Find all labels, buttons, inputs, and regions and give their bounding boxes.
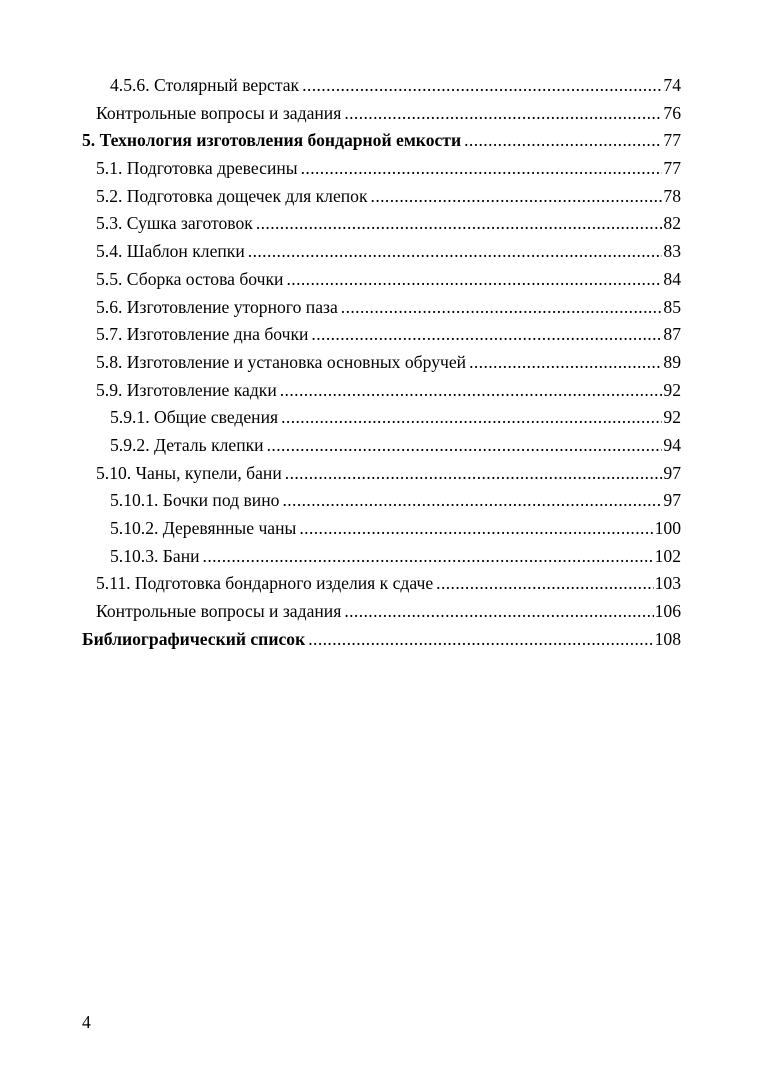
toc-dot-leader	[308, 626, 653, 654]
toc-dot-leader	[267, 432, 663, 460]
toc-entry-title: 5.3. Сушка заготовок	[96, 213, 253, 234]
toc-entry[interactable]	[82, 543, 681, 571]
toc-dot-leader	[311, 321, 662, 349]
toc-dot-leader	[341, 294, 663, 322]
toc-entry-title: 5.10.1. Бочки под вино	[110, 490, 280, 511]
toc-entry-page: 83	[663, 241, 681, 262]
toc-entry-title: Библиографический список	[82, 628, 306, 649]
toc-entry-title: 5.10. Чаны, купели, бани	[96, 462, 282, 483]
toc-entry[interactable]	[82, 294, 681, 322]
toc-entry[interactable]	[82, 155, 681, 183]
toc-entry-page: 108	[654, 628, 681, 649]
toc-entry[interactable]	[82, 183, 681, 211]
toc-entry-page: 78	[663, 185, 681, 206]
toc-entry[interactable]	[82, 626, 681, 654]
toc-dot-leader	[282, 487, 662, 515]
toc-dot-leader	[371, 183, 663, 211]
toc-entry-title: 5.1. Подготовка древесины	[96, 158, 298, 179]
table-of-contents	[82, 72, 681, 653]
toc-entry-title: 5.9.1. Общие сведения	[110, 407, 279, 428]
toc-entry[interactable]	[82, 321, 681, 349]
toc-entry-title: Контрольные вопросы и задания	[96, 102, 342, 123]
toc-entry-title: 5.10.2. Деревянные чаны	[110, 518, 297, 538]
toc-entry[interactable]	[82, 349, 681, 377]
toc-entry-page: 103	[654, 573, 681, 594]
page-number: 4	[82, 1012, 91, 1032]
toc-entry-page: 100	[654, 518, 681, 538]
toc-entry-page: 87	[663, 324, 681, 345]
toc-dot-leader	[248, 238, 663, 266]
toc-entry[interactable]	[82, 127, 681, 155]
toc-entry-page: 74	[663, 75, 681, 95]
toc-entry[interactable]	[82, 598, 681, 626]
toc-entry-page: 92	[663, 407, 681, 428]
toc-entry-title: 5. Технология изготовления бондарной емкости	[82, 130, 462, 151]
toc-entry-title: 5.4. Шаблон клепки	[96, 241, 245, 262]
toc-dot-leader	[281, 404, 662, 432]
toc-entry-title: 5.11. Подготовка бондарного изделия к сдаче	[96, 573, 434, 594]
toc-entry-page: 89	[663, 351, 681, 372]
toc-entry-title: 5.10.3. Бани	[110, 545, 200, 566]
toc-entry-title: 5.8. Изготовление и установка основных обручей	[96, 351, 467, 372]
toc-dot-leader	[469, 349, 662, 377]
toc-entry-title: 5.2. Подготовка дощечек для клепок	[96, 185, 368, 206]
toc-entry-page: 92	[663, 379, 681, 400]
toc-dot-leader	[203, 543, 654, 571]
toc-entry-page: 97	[663, 462, 681, 483]
toc-dot-leader	[299, 515, 653, 543]
toc-dot-leader	[286, 266, 662, 294]
toc-dot-leader	[285, 460, 663, 488]
toc-entry-title: 5.9.2. Деталь клепки	[110, 434, 264, 455]
toc-dot-leader	[436, 570, 653, 598]
toc-entry-title: Контрольные вопросы и задания	[96, 601, 342, 622]
toc-entry[interactable]	[82, 72, 681, 100]
toc-entry-page: 94	[663, 434, 681, 455]
toc-entry[interactable]	[82, 210, 681, 238]
toc-entry-page: 97	[663, 490, 681, 511]
toc-entry[interactable]	[82, 460, 681, 488]
toc-entry-title: 5.5. Сборка остова бочки	[96, 268, 284, 289]
toc-entry[interactable]	[82, 404, 681, 432]
toc-entry-title: 4.5.6. Столярный верстак	[110, 75, 300, 95]
toc-entry[interactable]	[82, 100, 681, 128]
toc-entry-page: 106	[654, 601, 681, 622]
toc-entry-page: 77	[663, 158, 681, 179]
toc-entry-page: 82	[663, 213, 681, 234]
toc-entry[interactable]	[82, 377, 681, 405]
toc-dot-leader	[464, 127, 662, 155]
toc-dot-leader	[301, 155, 663, 183]
toc-entry-title: 5.9. Изготовление кадки	[96, 379, 277, 400]
toc-entry[interactable]	[82, 570, 681, 598]
toc-dot-leader	[344, 598, 653, 626]
toc-entry[interactable]	[82, 432, 681, 460]
toc-entry-page: 76	[663, 102, 681, 123]
toc-entry-page: 84	[663, 268, 681, 289]
toc-entry[interactable]	[82, 487, 681, 515]
toc-entry[interactable]	[82, 266, 681, 294]
toc-entry-page: 77	[663, 130, 681, 151]
toc-entry-title: 5.6. Изготовление уторного паза	[96, 296, 338, 317]
toc-entry[interactable]	[82, 238, 681, 266]
toc-dot-leader	[256, 210, 663, 238]
toc-entry-page: 102	[654, 545, 681, 566]
toc-entry-page: 85	[663, 296, 681, 317]
toc-dot-leader	[302, 72, 662, 100]
toc-entry-title: 5.7. Изготовление дна бочки	[96, 324, 309, 345]
toc-entry[interactable]	[82, 515, 681, 543]
toc-dot-leader	[344, 100, 662, 128]
toc-dot-leader	[280, 377, 663, 405]
